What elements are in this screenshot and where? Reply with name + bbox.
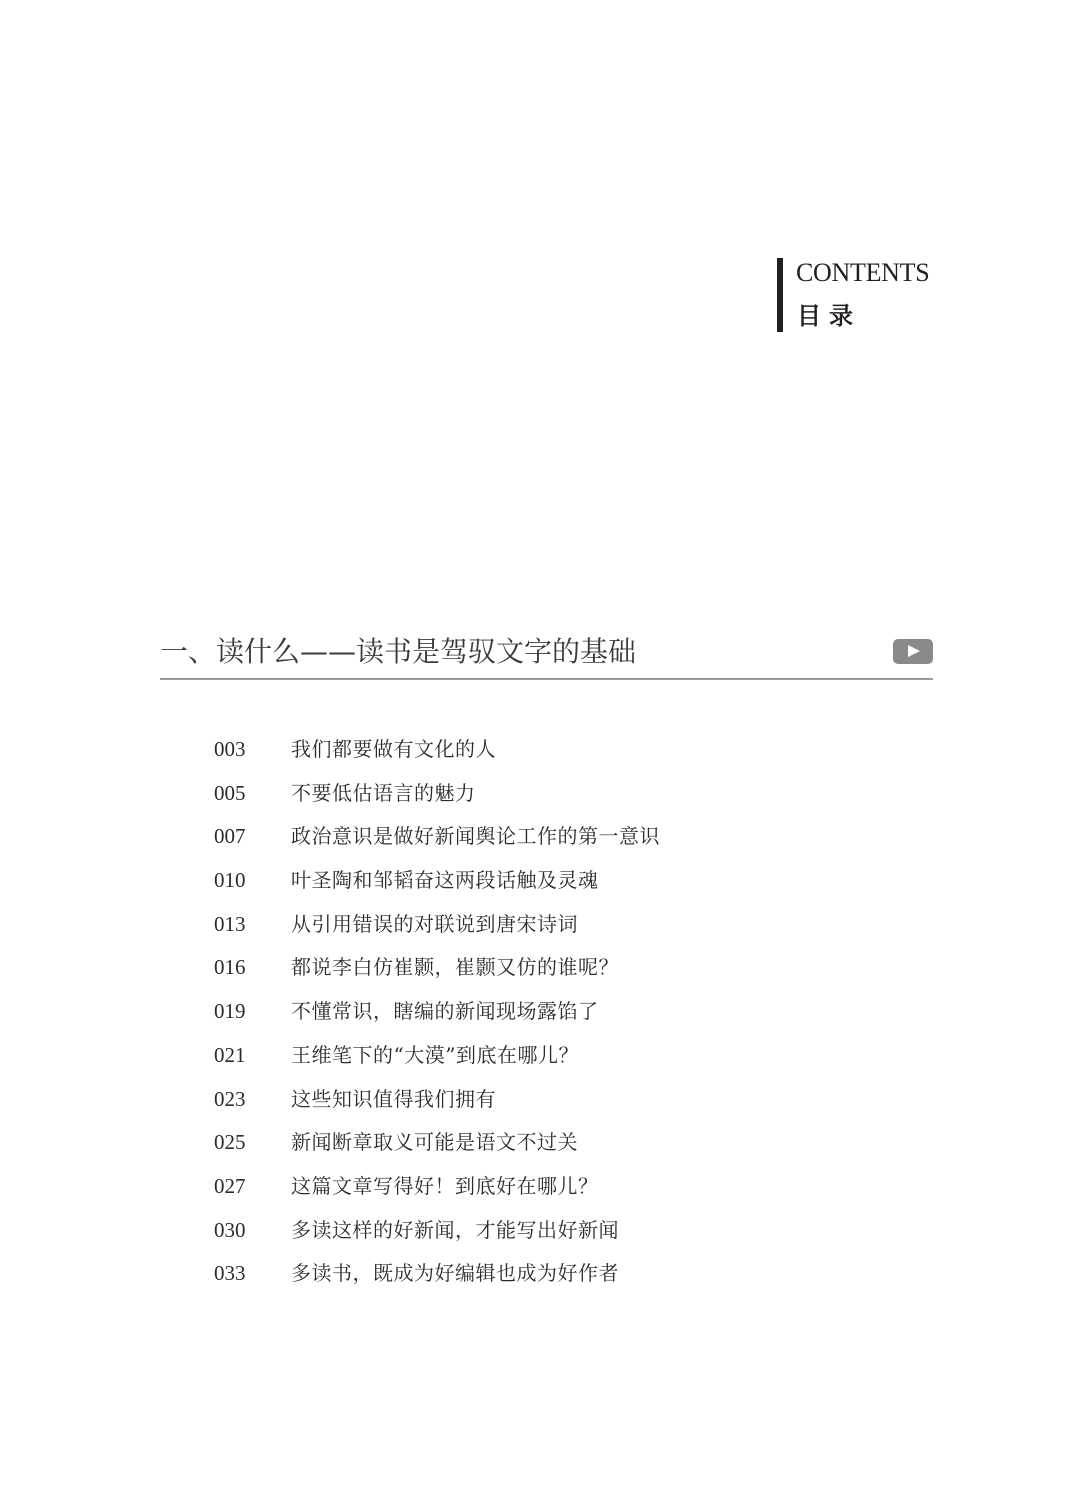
contents-title-zh: 目录 xyxy=(797,302,861,330)
toc-entry-title: 这些知识值得我们拥有 xyxy=(291,1086,496,1111)
section-header xyxy=(160,630,933,680)
toc-entry-title: 不懂常识，瞎编的新闻现场露馅了 xyxy=(291,999,599,1024)
section-divider xyxy=(160,678,933,680)
toc-page-number: 013 xyxy=(214,911,246,936)
toc-page-number: 025 xyxy=(214,1130,246,1155)
play-icon xyxy=(908,645,920,657)
toc-page-number: 007 xyxy=(214,824,246,849)
toc-page-number: 030 xyxy=(214,1217,246,1242)
toc-entry-title: 多读这样的好新闻，才能写出好新闻 xyxy=(291,1217,619,1242)
toc-entry-title: 不要低估语言的魅力 xyxy=(291,780,476,805)
toc-entry-title: 从引用错误的对联说到唐宋诗词 xyxy=(291,911,578,936)
toc-page-number: 027 xyxy=(214,1173,246,1198)
toc-entry-title: 这篇文章写得好！到底好在哪儿？ xyxy=(291,1173,599,1198)
toc-page-number: 005 xyxy=(214,780,246,805)
toc-page-number: 021 xyxy=(214,1042,246,1067)
toc-entry-title: 多读书，既成为好编辑也成为好作者 xyxy=(291,1261,619,1286)
toc-entry-title: 都说李白仿崔颢，崔颢又仿的谁呢？ xyxy=(291,955,619,980)
toc-entry-title: 王维笔下的“大漠”到底在哪儿？ xyxy=(291,1042,579,1067)
toc-page-number: 019 xyxy=(214,999,246,1024)
toc-page-number: 010 xyxy=(214,868,246,893)
toc-page-number: 003 xyxy=(214,737,246,761)
section-title: 一、读什么——读书是驾驭文字的基础 xyxy=(160,635,637,668)
contents-title-en: CONTENTS xyxy=(796,258,930,287)
toc-entry-title: 新闻断章取义可能是语文不过关 xyxy=(291,1130,578,1155)
contents-vertical-bar xyxy=(777,258,783,332)
toc-entry-title: 政治意识是做好新闻舆论工作的第一意识 xyxy=(291,824,660,849)
toc-page-number: 023 xyxy=(214,1086,246,1111)
toc-page-number: 033 xyxy=(214,1261,246,1286)
toc-entry-title: 我们都要做有文化的人 xyxy=(291,737,496,761)
toc-page-number: 016 xyxy=(214,955,246,980)
play-video-button[interactable] xyxy=(893,639,933,664)
toc-entry-title: 叶圣陶和邹韬奋这两段话触及灵魂 xyxy=(291,868,599,893)
